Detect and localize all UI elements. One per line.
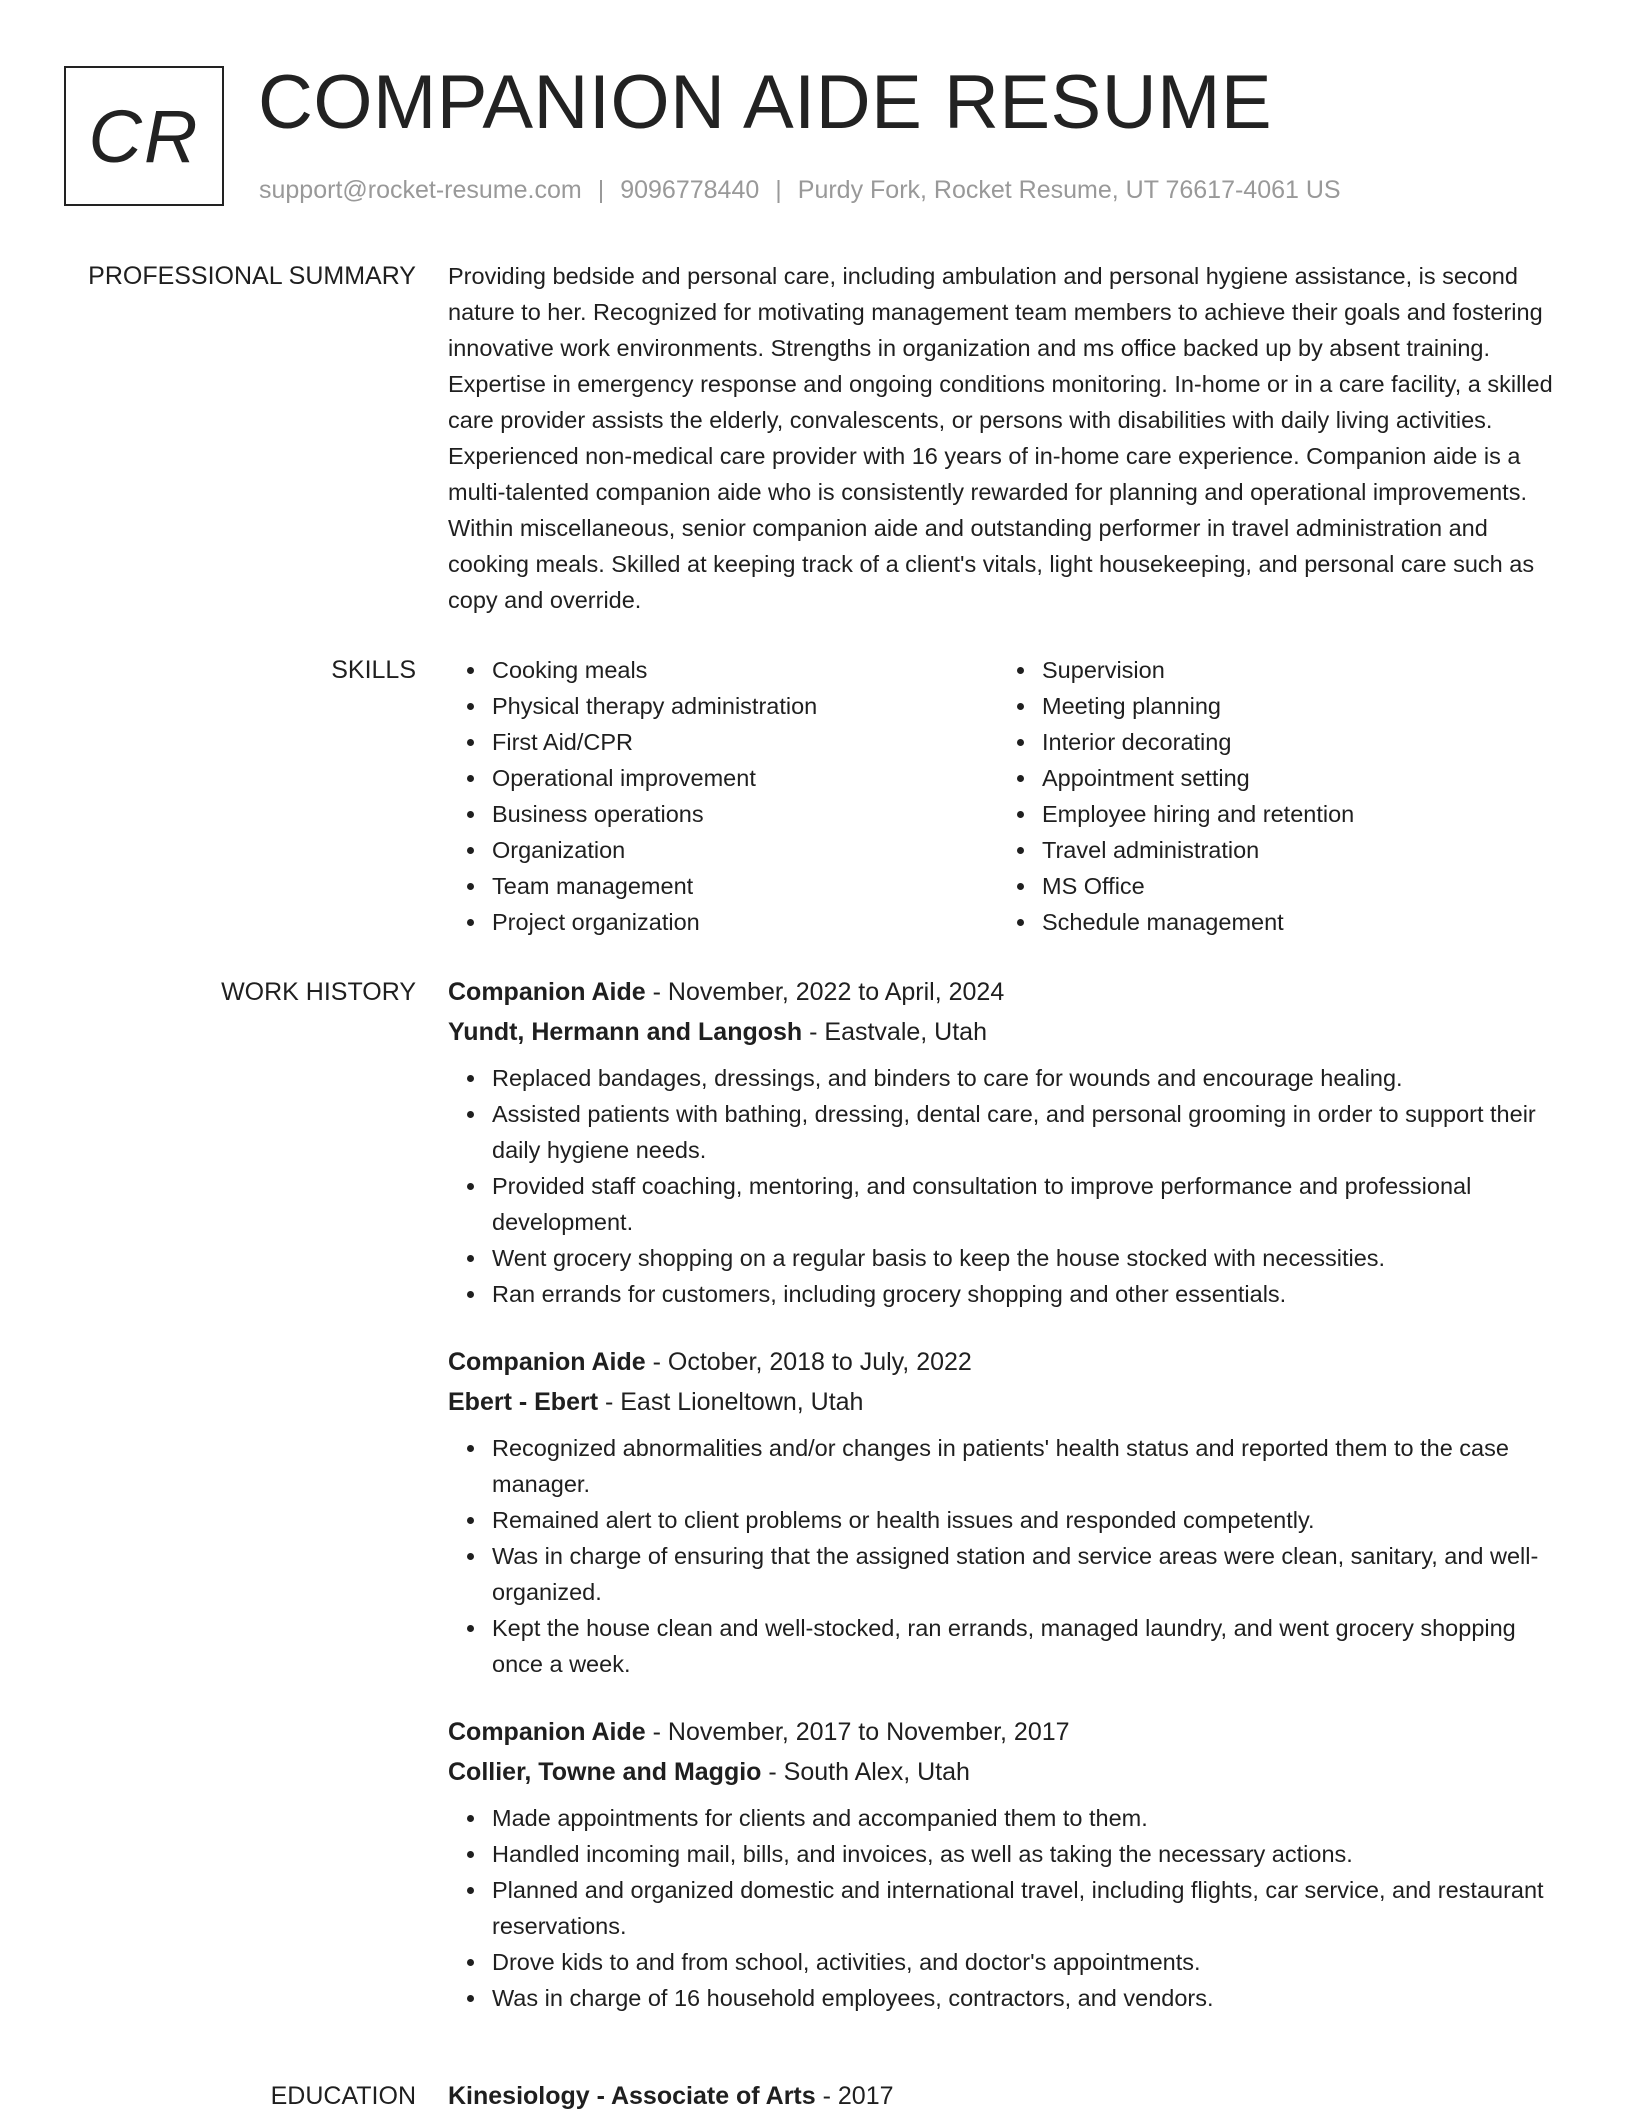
- skill-item: Schedule management: [1042, 904, 1548, 940]
- skill-item: Interior decorating: [1042, 724, 1548, 760]
- job-company: Collier, Towne and Maggio: [448, 1758, 762, 1786]
- skills-heading: SKILLS: [331, 656, 416, 684]
- job-bullet: Replaced bandages, dressings, and binders to care for wounds and encourage healing.: [492, 1060, 1568, 1096]
- skill-item: Organization: [492, 832, 998, 868]
- job-location: - Eastvale, Utah: [802, 1018, 987, 1046]
- education-section: [448, 2076, 1568, 2116]
- job-company-line: [448, 1382, 1568, 1422]
- job-location: - South Alex, Utah: [761, 1758, 970, 1786]
- contact-line: [259, 175, 1341, 205]
- contact-email: support@rocket-resume.com: [259, 176, 582, 204]
- skill-item: Business operations: [492, 796, 998, 832]
- job-bullet: Drove kids to and from school, activities, and doctor's appointments.: [492, 1944, 1568, 1980]
- skill-item: Appointment setting: [1042, 760, 1548, 796]
- skills-column-left: [448, 652, 998, 940]
- education-heading: EDUCATION: [270, 2082, 416, 2110]
- job-bullet: Went grocery shopping on a regular basis to keep the house stocked with necessities.: [492, 1240, 1568, 1276]
- education-year: - 2017: [815, 2082, 894, 2110]
- skill-item: Meeting planning: [1042, 688, 1548, 724]
- job-title-line: [448, 1712, 1568, 1752]
- job-company: Ebert - Ebert: [448, 1388, 599, 1416]
- job-bullet: Was in charge of 16 household employees, contractors, and vendors.: [492, 1980, 1568, 2016]
- job-title: Companion Aide: [448, 978, 646, 1006]
- summary-section: [448, 258, 1568, 618]
- job-bullet: Handled incoming mail, bills, and invoices, as well as taking the necessary actions.: [492, 1836, 1568, 1872]
- skill-item: Physical therapy administration: [492, 688, 998, 724]
- job-bullet: Kept the house clean and well-stocked, ran errands, managed laundry, and went grocery shopping once a week.: [492, 1610, 1568, 1682]
- skill-item: Team management: [492, 868, 998, 904]
- skill-item: MS Office: [1042, 868, 1548, 904]
- job-company: Yundt, Hermann and Langosh: [448, 1018, 803, 1046]
- job-title-line: [448, 972, 1568, 1012]
- job-entry: [448, 972, 1568, 1312]
- job-bullet: Ran errands for customers, including grocery shopping and other essentials.: [492, 1276, 1568, 1312]
- skill-item: Operational improvement: [492, 760, 998, 796]
- job-bullet: Made appointments for clients and accompanied them to them.: [492, 1800, 1568, 1836]
- job-bullet: Recognized abnormalities and/or changes in patients' health status and reported them to the case manager.: [492, 1430, 1568, 1502]
- job-title-line: [448, 1342, 1568, 1382]
- job-bullet: Assisted patients with bathing, dressing, dental care, and personal grooming in order to support their daily hygiene needs.: [492, 1096, 1568, 1168]
- contact-separator: |: [597, 176, 605, 204]
- job-bullet: Was in charge of ensuring that the assigned station and service areas were clean, sanitary, and well-organized.: [492, 1538, 1568, 1610]
- contact-phone: 9096778440: [620, 176, 760, 204]
- job-bullet: Planned and organized domestic and international travel, including flights, car service, and restaurant reservations.: [492, 1872, 1568, 1944]
- job-company-line: [448, 1012, 1568, 1052]
- skill-item: Travel administration: [1042, 832, 1548, 868]
- job-title: Companion Aide: [448, 1348, 646, 1376]
- skill-item: Project organization: [492, 904, 998, 940]
- page-title: COMPANION AIDE RESUME: [258, 60, 1273, 145]
- summary-heading: PROFESSIONAL SUMMARY: [88, 262, 416, 290]
- job-title: Companion Aide: [448, 1718, 646, 1746]
- job-entry: [448, 1342, 1568, 1682]
- contact-separator: |: [775, 176, 782, 204]
- job-dates: - November, 2022 to April, 2024: [645, 978, 1005, 1006]
- summary-text: Providing bedside and personal care, including ambulation and personal hygiene assistance, is second nature to her. Recognized for motivating management team members to achieve their goals and fostering innovative work environments. Strengths in organization and ms office backed up by absent training. Expertise in emergency response and ongoing conditions monitoring. In-home or in a care facility, a skilled care provider assists the elderly, convalescents, or persons with disabilities with daily living activities. Experienced non-medical care provider with 16 years of in-home care experience. Companion aide is a multi-talented companion aide who is consistently rewarded for planning and operational improvements. Within miscellaneous, senior companion aide and outstanding performer in travel administration and cooking meals. Skilled at keeping track of a client's vitals, light housekeeping, and personal care such as copy and override.: [448, 263, 1553, 613]
- job-dates: - November, 2017 to November, 2017: [645, 1718, 1070, 1746]
- job-bullet: Remained alert to client problems or health issues and responded competently.: [492, 1502, 1568, 1538]
- skill-item: First Aid/CPR: [492, 724, 998, 760]
- skills-section: [448, 652, 1568, 940]
- monogram-logo: CR: [64, 66, 224, 206]
- skill-item: Employee hiring and retention: [1042, 796, 1548, 832]
- education-degree: Kinesiology - Associate of Arts: [448, 2082, 816, 2110]
- work-history-heading: WORK HISTORY: [221, 978, 416, 1006]
- contact-address: Purdy Fork, Rocket Resume, UT 76617-4061 US: [797, 176, 1341, 204]
- education-entry: [448, 2076, 1568, 2116]
- skill-item: Supervision: [1042, 652, 1548, 688]
- job-dates: - October, 2018 to July, 2022: [645, 1348, 972, 1376]
- skill-item: Cooking meals: [492, 652, 998, 688]
- work-history-section: [448, 972, 1568, 2046]
- job-location: - East Lioneltown, Utah: [598, 1388, 864, 1416]
- job-entry: [448, 1712, 1568, 2016]
- job-company-line: [448, 1752, 1568, 1792]
- skills-column-right: [998, 652, 1548, 940]
- job-bullet: Provided staff coaching, mentoring, and consultation to improve performance and professional development.: [492, 1168, 1568, 1240]
